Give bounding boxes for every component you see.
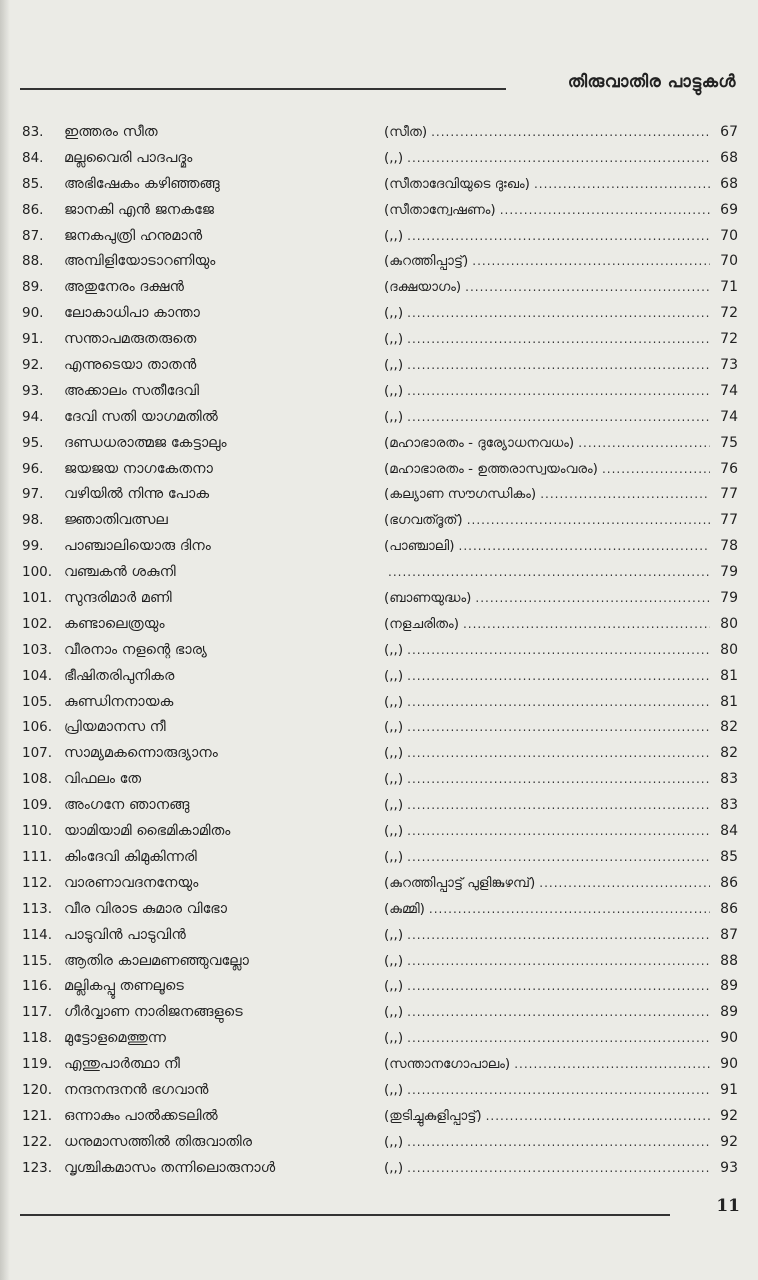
entry-source: (തുടിച്ചുകുളിപ്പാട്ട്) [384, 1107, 482, 1124]
entry-leader [384, 172, 738, 198]
dot-leader [407, 1130, 710, 1156]
toc-entry [22, 819, 738, 845]
toc-entry [22, 249, 738, 275]
entry-source: (നളചരിതം) [384, 615, 459, 632]
dot-leader [578, 431, 710, 457]
page-number: 11 [716, 1196, 740, 1216]
dot-leader [602, 457, 710, 483]
entry-title: ഇത്തരം സീത [64, 124, 158, 140]
dot-leader [463, 612, 710, 638]
toc-entry [22, 690, 738, 716]
entry-title: അമ്പിളിയോടാറണിയും [64, 253, 216, 270]
entry-number: 120. [22, 1081, 53, 1098]
toc-entry [22, 146, 738, 172]
entry-source: (മഹാഭാരതം - ഉത്തരാസ്വയംവരം) [384, 460, 598, 477]
entry-leader [384, 845, 738, 871]
entry-page: 73 [720, 357, 738, 374]
dot-leader [407, 767, 710, 793]
entry-title: മല്ലികപ്പൂ തണലൂടെ [64, 978, 184, 995]
toc-entry [22, 974, 738, 1000]
entry-page: 81 [720, 667, 738, 684]
entry-page: 80 [720, 641, 738, 658]
toc-entry [22, 327, 738, 353]
dot-leader [407, 1156, 710, 1182]
entry-leader [384, 715, 738, 741]
entry-leader [384, 793, 738, 819]
entry-page: 67 [720, 124, 738, 140]
running-footer [20, 1196, 740, 1226]
entry-page: 81 [720, 693, 738, 710]
entry-number: 115. [22, 952, 53, 969]
entry-page: 69 [720, 201, 738, 218]
toc-entry [22, 1130, 738, 1156]
entry-title: വീര വിരാട കുമാര വിഭോ [64, 900, 227, 917]
entry-title: എന്നുടെയാ താതൻ [64, 357, 197, 374]
entry-leader [384, 897, 738, 923]
entry-number: 112. [22, 874, 53, 891]
dot-leader [467, 508, 710, 534]
entry-title: ഒന്നാകും പാൽക്കടലിൽ [64, 1107, 218, 1124]
entry-leader [384, 949, 738, 975]
entry-page: 75 [720, 434, 738, 451]
entry-source: (,,) [384, 382, 404, 399]
entry-number: 103. [22, 641, 53, 658]
entry-source: (,,) [384, 693, 404, 710]
entry-number: 84. [22, 149, 44, 166]
entry-source: (കുറത്തിപ്പാട്ട്) [384, 253, 469, 270]
dot-leader [407, 224, 710, 250]
toc-entry [22, 897, 738, 923]
dot-leader [407, 974, 710, 1000]
entry-source: (പാഞ്ചാലി) [384, 538, 455, 555]
entry-leader [384, 1078, 738, 1104]
entry-leader [384, 405, 738, 431]
dot-leader [407, 1000, 710, 1026]
toc-entry [22, 301, 738, 327]
entry-source: (,,) [384, 797, 404, 814]
entry-page: 68 [720, 175, 738, 192]
entry-leader [384, 1130, 738, 1156]
entry-title: ലോകാധിപാ കാന്താ [64, 305, 200, 322]
dot-leader [407, 949, 710, 975]
entry-page: 70 [720, 227, 738, 244]
entry-number: 110. [22, 823, 53, 840]
entry-source: (,,) [384, 1081, 404, 1098]
entry-number: 93. [22, 382, 44, 399]
entry-title: പാടുവിൻ പാടുവിൻ [64, 926, 186, 943]
dot-leader [407, 793, 710, 819]
toc-entry [22, 1052, 738, 1078]
entry-source: (സന്താനഗോപാലം) [384, 1056, 511, 1073]
dot-leader [407, 1026, 710, 1052]
entry-source: (കുമ്മി) [384, 900, 425, 917]
toc-entry [22, 353, 738, 379]
toc-entry [22, 1104, 738, 1130]
entry-leader [384, 120, 738, 146]
entry-number: 89. [22, 279, 44, 296]
entry-number: 105. [22, 693, 53, 710]
entry-number: 87. [22, 227, 44, 244]
entry-leader [384, 482, 738, 508]
entry-leader [384, 353, 738, 379]
entry-page: 84 [720, 823, 738, 840]
toc-entry [22, 949, 738, 975]
entry-number: 111. [22, 848, 53, 865]
entry-number: 119. [22, 1056, 53, 1073]
dot-leader [407, 819, 710, 845]
entry-page: 87 [720, 926, 738, 943]
entry-leader [384, 586, 738, 612]
entry-number: 94. [22, 408, 44, 425]
entry-title: ജാനകി എൻ ജനകജേ [64, 201, 214, 218]
entry-number: 114. [22, 926, 53, 943]
entry-title: കുണ്ഡിനനായക [64, 693, 174, 710]
entry-page: 76 [720, 460, 738, 477]
running-header [20, 68, 736, 98]
entry-leader [384, 638, 738, 664]
entry-leader [384, 431, 738, 457]
entry-number: 96. [22, 460, 44, 477]
entry-number: 118. [22, 1030, 53, 1047]
entry-source: (,,) [384, 408, 404, 425]
entry-title: ദേവി സതി യാഗമതിൽ [64, 408, 218, 425]
entry-number: 97. [22, 486, 44, 503]
entry-number: 104. [22, 667, 53, 684]
entry-page: 77 [720, 512, 738, 529]
entry-source: (,,) [384, 149, 404, 166]
entry-number: 99. [22, 538, 44, 555]
entry-source: (മഹാഭാരതം - ദുര്യോധനവധം) [384, 434, 575, 451]
toc-entry [22, 560, 738, 586]
entry-leader [384, 741, 738, 767]
dot-leader [459, 534, 710, 560]
dot-leader [407, 664, 710, 690]
entry-number: 117. [22, 1004, 53, 1021]
entry-page: 74 [720, 382, 738, 399]
entry-leader [384, 301, 738, 327]
toc-entry [22, 534, 738, 560]
entry-title: പ്രിയമാനസ നീ [64, 719, 166, 736]
entry-title: വഞ്ചകൻ ശകുനി [64, 564, 176, 581]
entry-page: 83 [720, 771, 738, 788]
entry-title: വഴിയിൽ നിന്നു പോക [64, 486, 210, 503]
entry-title: ജനകപുത്രി ഹനുമാൻ [64, 227, 203, 244]
entry-number: 109. [22, 797, 53, 814]
entry-page: 89 [720, 978, 738, 995]
entry-source: (,,) [384, 952, 404, 969]
table-of-contents [22, 120, 738, 1182]
entry-leader [384, 819, 738, 845]
entry-page: 80 [720, 615, 738, 632]
entry-source: (സീതാദേവിയുടെ ദുഃഖം) [384, 175, 530, 192]
entry-number: 91. [22, 331, 44, 348]
entry-leader [384, 534, 738, 560]
entry-title: മല്ലവൈരി പാദപദ്മം [64, 149, 193, 166]
entry-number: 122. [22, 1133, 53, 1150]
entry-source: (,,) [384, 745, 404, 762]
entry-number: 102. [22, 615, 53, 632]
entry-page: 90 [720, 1056, 738, 1073]
toc-entry [22, 586, 738, 612]
entry-number: 92. [22, 357, 44, 374]
toc-entry [22, 845, 738, 871]
entry-title: നന്ദനന്ദനൻ ഭഗവാൻ [64, 1081, 209, 1098]
entry-number: 113. [22, 900, 53, 917]
entry-number: 85. [22, 175, 44, 192]
dot-leader [407, 923, 710, 949]
entry-leader [384, 146, 738, 172]
entry-number: 88. [22, 253, 44, 270]
entry-number: 107. [22, 745, 53, 762]
entry-number: 95. [22, 434, 44, 451]
entry-number: 108. [22, 771, 53, 788]
entry-title: അക്കാലം സതീദേവി [64, 382, 200, 399]
toc-entry [22, 715, 738, 741]
entry-source: (ഭഗവത്ദൂത്) [384, 512, 463, 529]
entry-page: 90 [720, 1030, 738, 1047]
entry-title: യാമിയാമി ഭൈമികാമിതം [64, 823, 231, 840]
toc-entry [22, 1026, 738, 1052]
entry-number: 116. [22, 978, 53, 995]
entry-page: 77 [720, 486, 738, 503]
dot-leader [388, 560, 710, 586]
entry-number: 86. [22, 201, 44, 218]
entry-source: (,,) [384, 926, 404, 943]
toc-entry [22, 923, 738, 949]
entry-source: (,,) [384, 823, 404, 840]
entry-title: ദണ്ഡധരാത്മജ കേട്ടാലും [64, 434, 227, 451]
entry-leader [384, 1026, 738, 1052]
entry-source: (സീതാന്വേഷണം) [384, 201, 496, 218]
entry-page: 72 [720, 305, 738, 322]
entry-source: (,,) [384, 848, 404, 865]
entry-title: ജ്ഞാതിവത്സല [64, 512, 168, 529]
entry-page: 89 [720, 1004, 738, 1021]
entry-page: 79 [720, 564, 738, 581]
toc-entry [22, 664, 738, 690]
entry-page: 74 [720, 408, 738, 425]
entry-page: 88 [720, 952, 738, 969]
entry-number: 98. [22, 512, 44, 529]
toc-entry [22, 612, 738, 638]
toc-entry [22, 379, 738, 405]
entry-number: 83. [22, 124, 44, 140]
entry-page: 92 [720, 1107, 738, 1124]
entry-page: 82 [720, 745, 738, 762]
entry-source: (,,) [384, 357, 404, 374]
entry-title: അംഗനേ ഞാനങ്ങു [64, 797, 190, 814]
entry-title: ഗീർവ്വാണ നാരിജനങ്ങളുടെ [64, 1004, 243, 1021]
entry-title: കിംദേവി കിമുകിന്നരി [64, 848, 197, 865]
entry-number: 123. [22, 1159, 53, 1176]
toc-entry [22, 120, 738, 146]
dot-leader [431, 120, 710, 146]
entry-title: അഭിഷേകം കഴിഞ്ഞങ്ങു [64, 175, 220, 192]
entry-leader [384, 457, 738, 483]
entry-source: (,,) [384, 1030, 404, 1047]
dot-leader [407, 353, 710, 379]
entry-leader [384, 379, 738, 405]
entry-page: 68 [720, 149, 738, 166]
toc-entry [22, 1000, 738, 1026]
dot-leader [407, 327, 710, 353]
entry-source: (കല്യാണ സൗഗന്ധികം) [384, 486, 537, 503]
entry-page: 70 [720, 253, 738, 270]
entry-source: (സീത) [384, 124, 428, 140]
entry-title: ഭീഷിതരിപുനികര [64, 667, 175, 684]
entry-page: 92 [720, 1133, 738, 1150]
entry-leader [384, 612, 738, 638]
toc-entry [22, 1156, 738, 1182]
page-edge-shadow [0, 0, 10, 1280]
toc-entry [22, 767, 738, 793]
dot-leader [407, 146, 710, 172]
toc-entry [22, 793, 738, 819]
toc-entry [22, 741, 738, 767]
entry-title: ജയജയ നാഗകേതനാ [64, 460, 213, 477]
entry-number: 90. [22, 305, 44, 322]
entry-title: പാഞ്ചാലിയൊരു ദിനം [64, 538, 211, 555]
entry-leader [384, 1156, 738, 1182]
entry-number: 100. [22, 564, 53, 581]
entry-source: (,,) [384, 1133, 404, 1150]
dot-leader [407, 638, 710, 664]
dot-leader [407, 301, 710, 327]
entry-title: സുന്ദരിമാർ മണി [64, 590, 172, 607]
entry-source: (,,) [384, 1004, 404, 1021]
entry-leader [384, 1052, 738, 1078]
entry-title: കണ്ടാലെത്രയും [64, 615, 165, 632]
entry-source: (,,) [384, 719, 404, 736]
entry-leader [384, 690, 738, 716]
entry-leader [384, 560, 738, 586]
toc-entry [22, 482, 738, 508]
dot-leader [429, 897, 710, 923]
dot-leader [539, 871, 710, 897]
dot-leader [472, 249, 710, 275]
entry-page: 71 [720, 279, 738, 296]
entry-leader [384, 923, 738, 949]
entry-leader [384, 508, 738, 534]
entry-leader [384, 224, 738, 250]
entry-source: (,,) [384, 978, 404, 995]
dot-leader [407, 1078, 710, 1104]
toc-entry [22, 431, 738, 457]
entry-page: 91 [720, 1081, 738, 1098]
entry-number: 101. [22, 590, 53, 607]
toc-entry [22, 275, 738, 301]
dot-leader [407, 741, 710, 767]
entry-leader [384, 249, 738, 275]
entry-source: (കുറത്തിപ്പാട്ട് പുളിങ്കുഴമ്പ്) [384, 874, 536, 891]
toc-entry [22, 198, 738, 224]
toc-entry [22, 457, 738, 483]
dot-leader [407, 715, 710, 741]
entry-title: സാമ്യമകന്നൊരുദ്യാനം [64, 745, 218, 762]
dot-leader [407, 405, 710, 431]
entry-source: (ബാണയുദ്ധം) [384, 590, 472, 607]
entry-title: എന്തുപാർത്ഥാ നീ [64, 1056, 180, 1073]
entry-leader [384, 767, 738, 793]
entry-number: 121. [22, 1107, 53, 1124]
entry-title: വീരനാം നളന്റെ ഭാര്യ [64, 641, 207, 658]
dot-leader [407, 845, 710, 871]
toc-entry [22, 224, 738, 250]
entry-title: മുട്ടോളമെത്തുന്ന [64, 1030, 166, 1047]
dot-leader [407, 379, 710, 405]
entry-leader [384, 327, 738, 353]
dot-leader [465, 275, 710, 301]
entry-page: 83 [720, 797, 738, 814]
entry-title: ആതിര കാലമണഞ്ഞുവല്ലോ [64, 952, 249, 969]
entry-number: 106. [22, 719, 53, 736]
entry-title: അതുനേരം ദക്ഷൻ [64, 279, 184, 296]
dot-leader [475, 586, 710, 612]
entry-page: 72 [720, 331, 738, 348]
header-rule [20, 88, 506, 90]
entry-title: വാരണാവദനനേയും [64, 874, 199, 891]
entry-leader [384, 664, 738, 690]
entry-source: (,,) [384, 1159, 404, 1176]
dot-leader [500, 198, 710, 224]
entry-page: 93 [720, 1159, 738, 1176]
entry-leader [384, 275, 738, 301]
entry-source: (,,) [384, 305, 404, 322]
toc-entry [22, 405, 738, 431]
entry-source: (ദക്ഷയാഗം) [384, 279, 462, 296]
entry-leader [384, 1000, 738, 1026]
dot-leader [540, 482, 710, 508]
entry-page: 85 [720, 848, 738, 865]
entry-leader [384, 871, 738, 897]
entry-page: 82 [720, 719, 738, 736]
entry-leader [384, 198, 738, 224]
entry-leader [384, 974, 738, 1000]
entry-page: 86 [720, 900, 738, 917]
entry-source: (,,) [384, 331, 404, 348]
entry-title: ധനുമാസത്തിൽ തിരുവാതിര [64, 1133, 253, 1150]
toc-entry [22, 172, 738, 198]
toc-entry [22, 871, 738, 897]
entry-source: (,,) [384, 667, 404, 684]
footer-rule [20, 1214, 670, 1216]
entry-source: (,,) [384, 227, 404, 244]
entry-title: വിഫലം തേ [64, 771, 142, 788]
dot-leader [514, 1052, 710, 1078]
toc-entry [22, 638, 738, 664]
entry-title: സന്താപമരുതരുതെ [64, 331, 197, 348]
header-title: തിരുവാതിര പാട്ടുകൾ [562, 72, 736, 92]
toc-entry [22, 1078, 738, 1104]
dot-leader [407, 690, 710, 716]
entry-source: (,,) [384, 771, 404, 788]
dot-leader [534, 172, 710, 198]
entry-leader [384, 1104, 738, 1130]
dot-leader [486, 1104, 710, 1130]
entry-title: വൃശ്ചികമാസം തന്നിലൊരുനാൾ [64, 1159, 276, 1176]
entry-source: (,,) [384, 641, 404, 658]
toc-entry [22, 508, 738, 534]
entry-page: 79 [720, 590, 738, 607]
entry-page: 86 [720, 874, 738, 891]
entry-page: 78 [720, 538, 738, 555]
